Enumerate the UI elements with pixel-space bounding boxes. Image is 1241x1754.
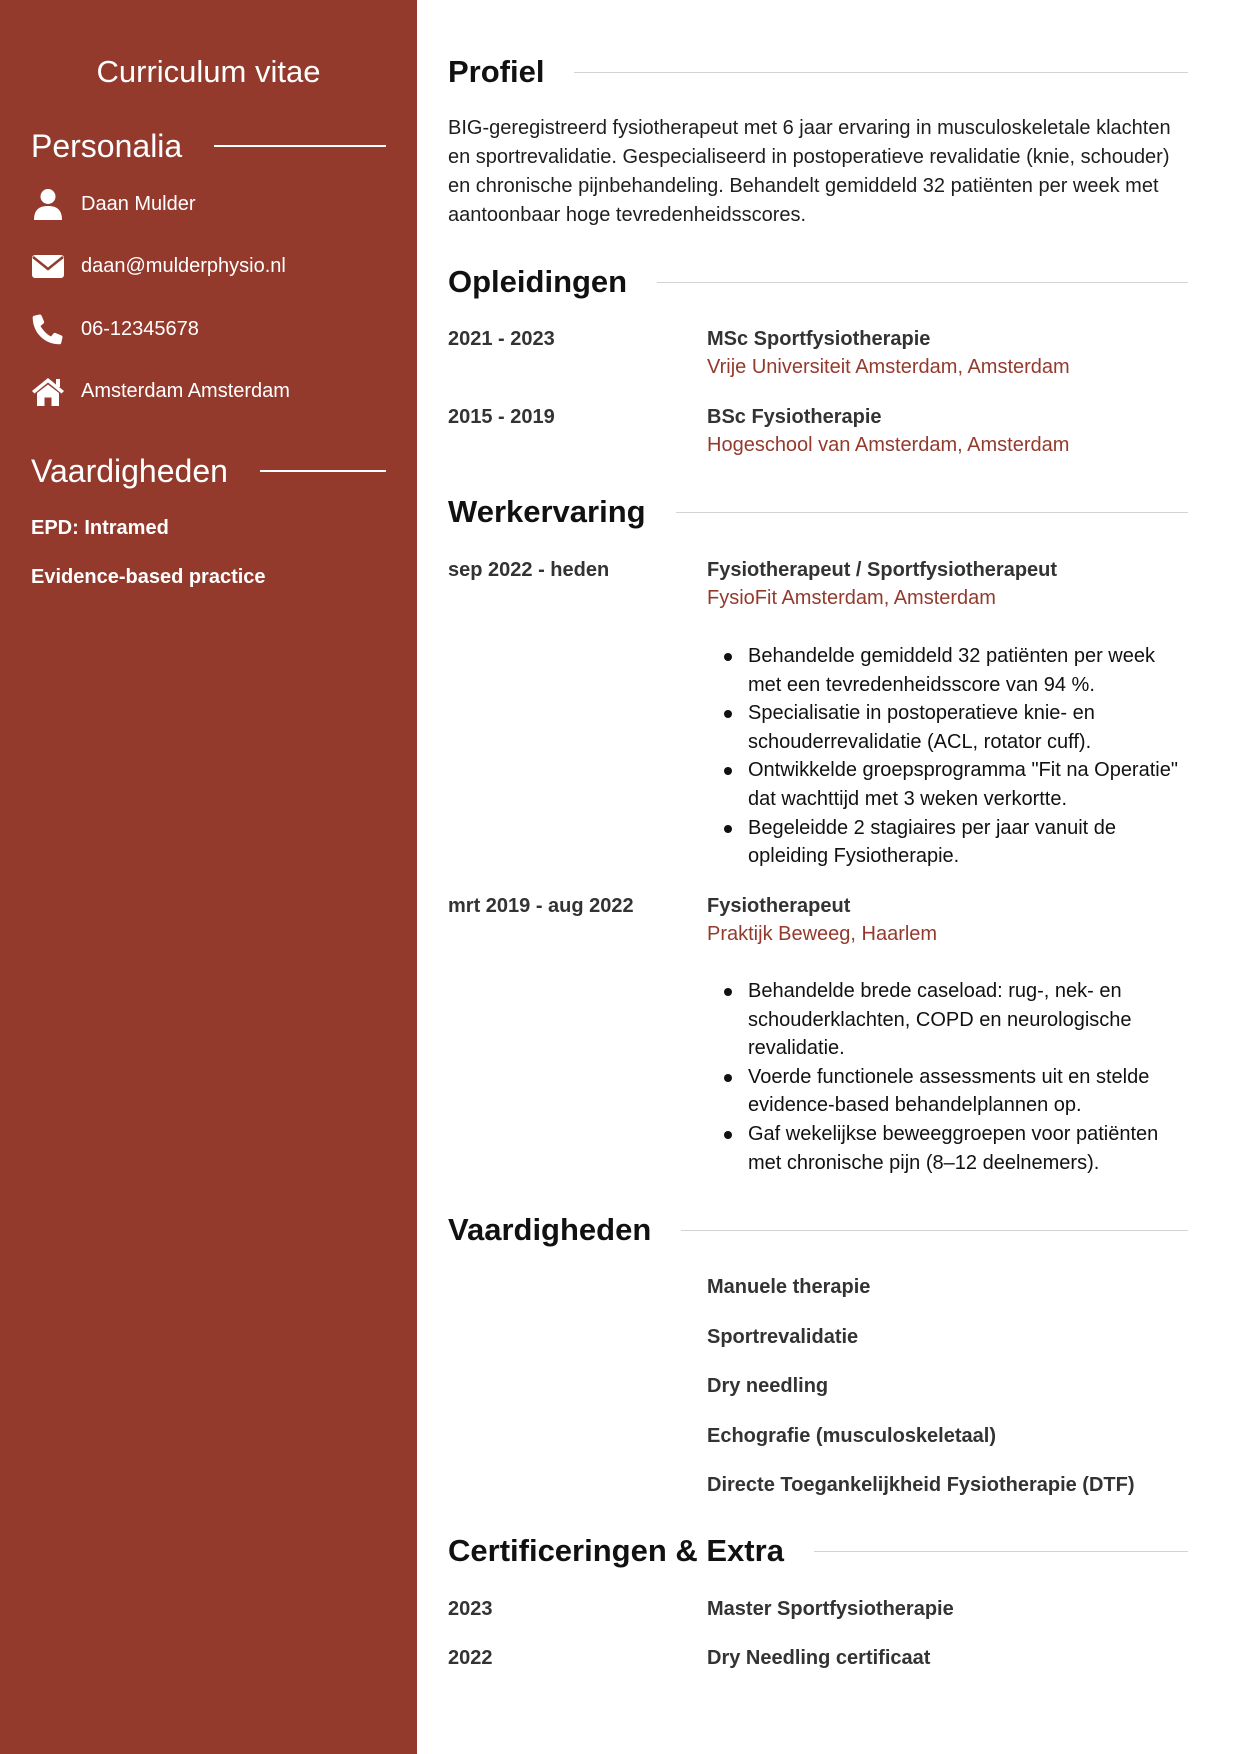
experience-entry bbox=[707, 892, 1188, 948]
certification-year: 2022 bbox=[448, 1647, 493, 1669]
education-heading bbox=[448, 262, 1188, 302]
education-title: BSc Fysiotherapie bbox=[707, 406, 882, 428]
list-item: Voerde functionele assessments uit en stelde evidence-based behandelplannen op. bbox=[748, 1063, 1188, 1120]
heading-divider bbox=[260, 470, 386, 472]
profile-heading bbox=[448, 52, 1188, 92]
experience-period: sep 2022 - heden bbox=[448, 559, 610, 581]
certifications-heading bbox=[448, 1531, 1188, 1571]
heading-divider bbox=[814, 1551, 1188, 1552]
certification-year: 2023 bbox=[448, 1598, 493, 1620]
contact-name-text: Daan Mulder bbox=[81, 193, 196, 215]
experience-heading-label: Werkervaring bbox=[448, 494, 646, 529]
experience-entry bbox=[707, 556, 1188, 612]
list-item: Begeleidde 2 stagiaires per jaar vanuit de opleiding Fysiotherapie. bbox=[748, 814, 1188, 871]
heading-divider bbox=[574, 72, 1188, 73]
experience-bullets bbox=[748, 642, 1188, 871]
sidebar-skill-item: EPD: Intramed bbox=[31, 517, 169, 539]
contact-address bbox=[31, 374, 290, 408]
document-title: Curriculum vitae bbox=[96, 54, 321, 89]
certification-title: Master Sportfysiotherapie bbox=[707, 1598, 954, 1620]
contact-phone-text[interactable]: 06-12345678 bbox=[81, 318, 199, 340]
skill-item: Echografie (musculoskeletaal) bbox=[707, 1425, 996, 1447]
list-item: Ontwikkelde groepsprogramma "Fit na Operatie" dat wachttijd met 3 weken verkortte. bbox=[748, 756, 1188, 813]
contact-email-text[interactable]: daan@mulderphysio.nl bbox=[81, 255, 286, 277]
list-item: Specialisatie in postoperatieve knie- en schouderrevalidatie (ACL, rotator cuff). bbox=[748, 699, 1188, 756]
experience-heading bbox=[448, 492, 1188, 532]
heading-divider bbox=[214, 145, 386, 147]
job-title: Fysiotherapeut / Sportfysiotherapeut bbox=[707, 559, 1058, 581]
experience-bullets bbox=[748, 977, 1188, 1177]
skills-heading bbox=[448, 1210, 1188, 1250]
education-entry bbox=[707, 325, 1188, 381]
sidebar-skills-heading bbox=[31, 451, 386, 491]
contact-phone bbox=[31, 312, 199, 346]
profile-heading-label: Profiel bbox=[448, 54, 545, 89]
personalia-heading-label: Personalia bbox=[31, 128, 183, 164]
education-institution: Vrije Universiteit Amsterdam, Amsterdam bbox=[707, 356, 1070, 378]
person-icon bbox=[31, 187, 65, 221]
education-entry bbox=[707, 403, 1188, 459]
certifications-heading-label: Certificeringen & Extra bbox=[448, 1533, 784, 1568]
profile-text: BIG-geregistreerd fysiotherapeut met 6 jaar ervaring in musculoskeletale klachten en sportrevalidatie. Gespecialiseerd in postoperatieve revalidatie (knie, schouder) en chronische pijnbehandeling. Behandelt gemiddeld 32 patiënten per week met aantoonbaar hoge tevredenheidsscores. bbox=[448, 117, 1171, 226]
home-icon bbox=[31, 374, 65, 408]
certification-title: Dry Needling certificaat bbox=[707, 1647, 931, 1669]
skills-heading-label: Vaardigheden bbox=[448, 1212, 652, 1247]
job-title: Fysiotherapeut bbox=[707, 895, 851, 917]
education-institution: Hogeschool van Amsterdam, Amsterdam bbox=[707, 434, 1070, 456]
sidebar bbox=[0, 0, 417, 1754]
skill-item: Directe Toegankelijkheid Fysiotherapie (DTF) bbox=[707, 1474, 1135, 1496]
contact-name bbox=[31, 187, 196, 221]
heading-divider bbox=[657, 282, 1188, 283]
sidebar-skill-item: Evidence-based practice bbox=[31, 566, 266, 588]
envelope-icon bbox=[31, 249, 65, 283]
personalia-heading bbox=[31, 126, 386, 166]
skill-item: Sportrevalidatie bbox=[707, 1326, 859, 1348]
sidebar-skills-heading-label: Vaardigheden bbox=[31, 453, 228, 489]
education-period: 2015 - 2019 bbox=[448, 406, 555, 428]
skill-item: Dry needling bbox=[707, 1375, 829, 1397]
contact-email bbox=[31, 249, 286, 283]
heading-divider bbox=[676, 512, 1188, 513]
list-item: Gaf wekelijkse beweeggroepen voor patiënten met chronische pijn (8–12 deelnemers). bbox=[748, 1120, 1188, 1177]
education-period: 2021 - 2023 bbox=[448, 328, 555, 350]
list-item: Behandelde brede caseload: rug-, nek- en schouderklachten, COPD en neurologische revalidatie. bbox=[748, 977, 1188, 1063]
skill-item: Manuele therapie bbox=[707, 1276, 871, 1298]
experience-period: mrt 2019 - aug 2022 bbox=[448, 895, 634, 917]
employer: FysioFit Amsterdam, Amsterdam bbox=[707, 587, 996, 609]
list-item: Behandelde gemiddeld 32 patiënten per week met een tevredenheidsscore van 94 %. bbox=[748, 642, 1188, 699]
contact-address-text: Amsterdam Amsterdam bbox=[81, 380, 290, 402]
education-heading-label: Opleidingen bbox=[448, 264, 628, 299]
phone-icon bbox=[31, 312, 65, 346]
employer: Praktijk Beweeg, Haarlem bbox=[707, 923, 938, 945]
heading-divider bbox=[681, 1230, 1188, 1231]
education-title: MSc Sportfysiotherapie bbox=[707, 328, 931, 350]
